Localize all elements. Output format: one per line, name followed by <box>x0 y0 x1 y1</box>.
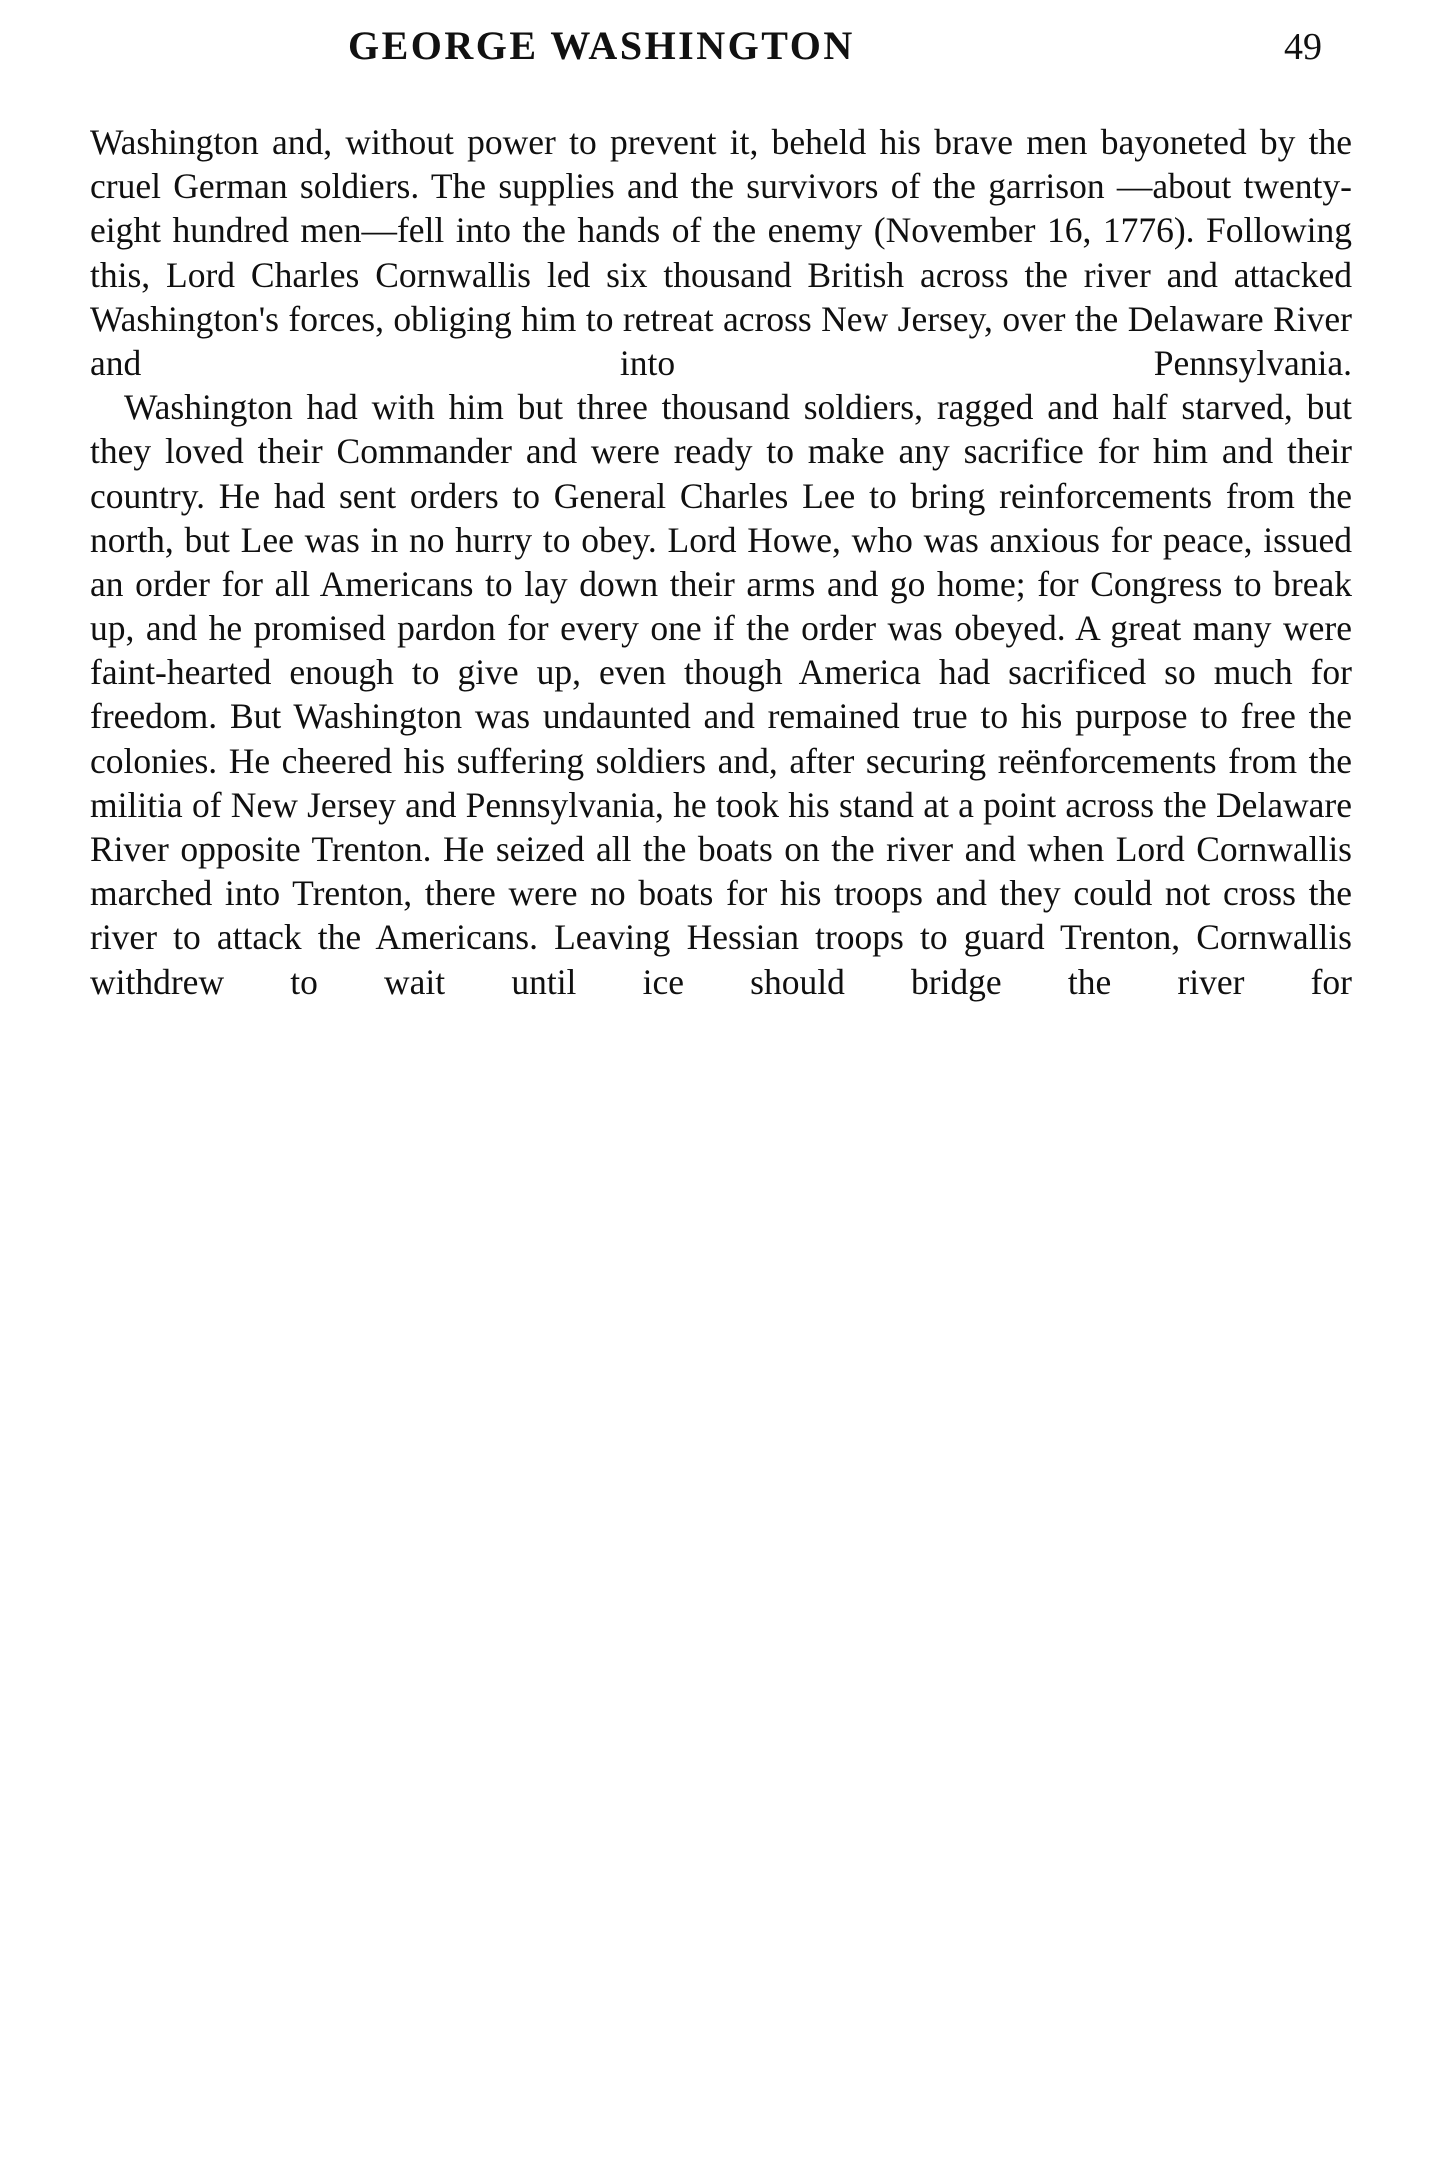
running-head <box>96 22 1340 86</box>
page-title: GEORGE WASHINGTON <box>348 23 855 68</box>
paragraph: Washington had with him but three thousand soldiers, ragged and half starved, but they loved their Commander and were ready to make any sacrifice for him and their country. He had sent orders to General Charles Lee to bring reinforcements from the north, but Lee was in no hurry to obey. Lord Howe, who was anxious for peace, issued an order for all Americans to lay down their arms and go home; for Congress to break up, and he promised pardon for every one if the order was obeyed. A great many were faint-hearted enough to give up, even though America had sacrificed so much for freedom. But Washington was undaunted and remained true to his purpose to free the colonies. He cheered his suffering soldiers and, after securing reënforcements from the militia of New Jersey and Pennsylvania, he took his stand at a point across the Delaware River opposite Trenton. He seized all the boats on the river and when Lord Cornwallis marched into Trenton, there were no boats for his troops and they could not cross the river to attack the Americans. Leaving Hessian troops to guard Trenton, Cornwallis withdrew to wait until ice should bridge the river for <box>90 387 1352 1002</box>
body-text <box>90 120 1352 1004</box>
paragraph: Washington and, without power to prevent it, beheld his brave men bayoneted by the cruel German soldiers. The supplies and the survivors of the garrison —about twenty-eight hundred men—fell into the hands of the enemy (November 16, 1776). Following this, Lord Charles Cornwallis led six thousand British across the river and attacked Washington's forces, obliging him to retreat across New Jersey, over the Delaware River and into Pennsylvania. <box>90 122 1352 383</box>
page-number: 49 <box>1284 26 1322 68</box>
